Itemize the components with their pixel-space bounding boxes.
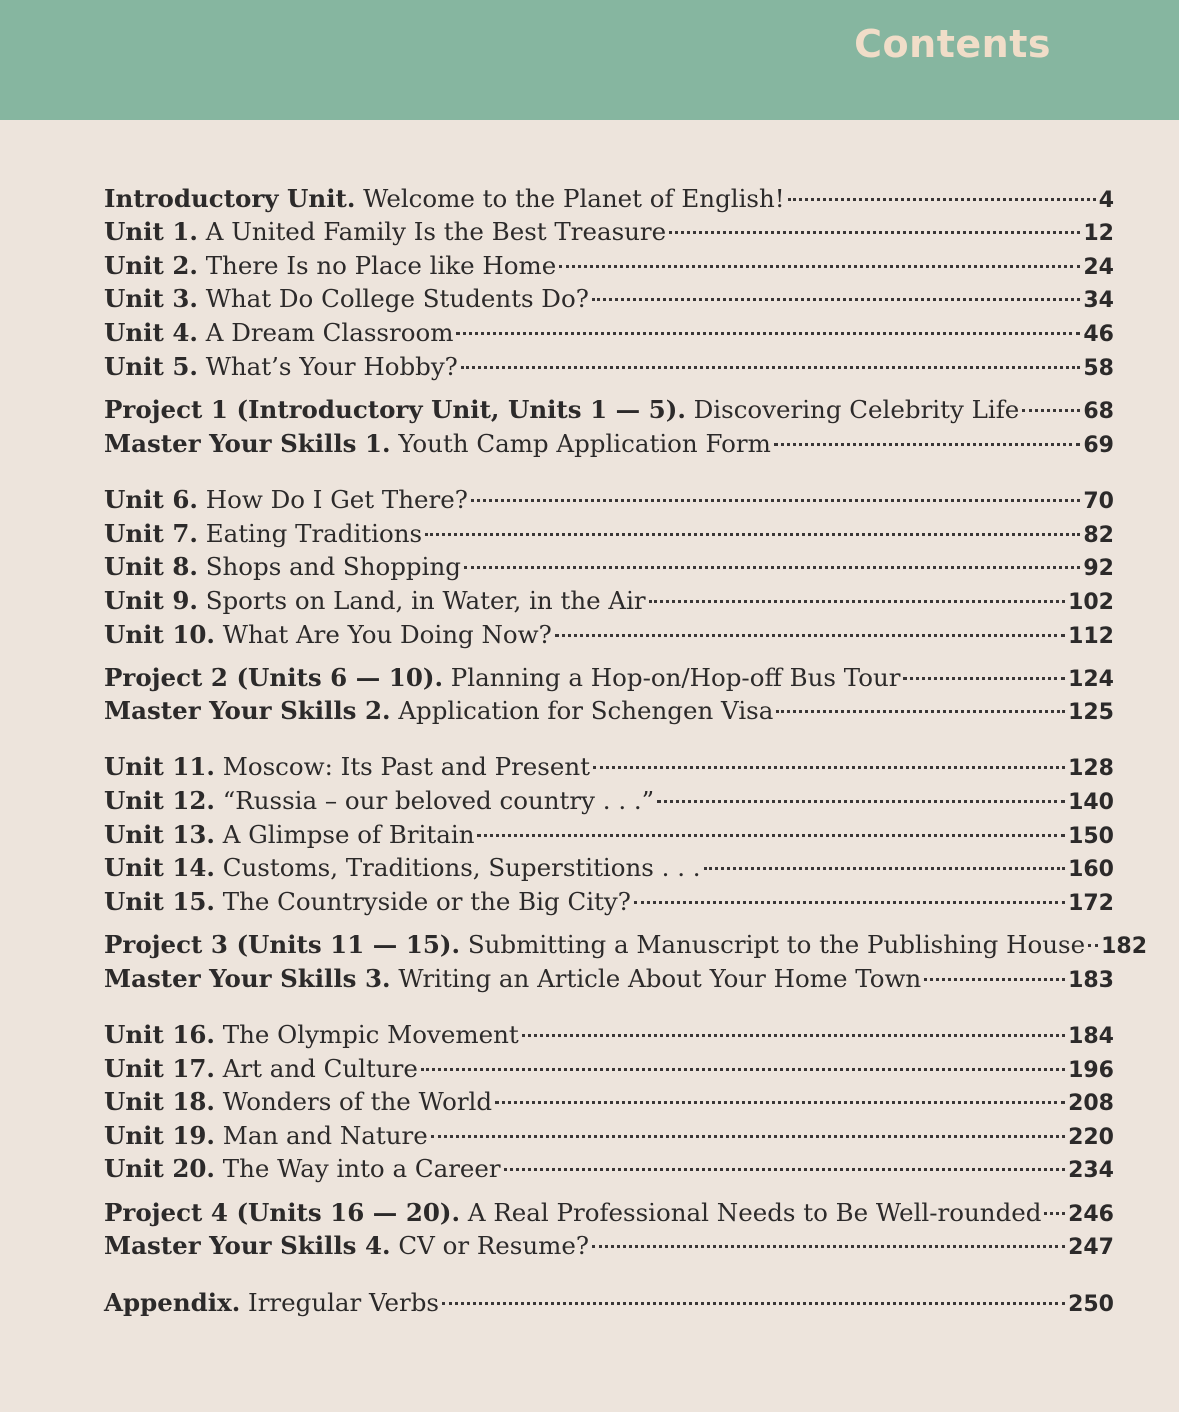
toc-entry-title: Irregular Verbs [240, 1288, 439, 1317]
toc-entry-title: Planning a Hop-on/Hop-off Bus Tour [443, 663, 901, 692]
toc-entry [104, 1119, 1114, 1153]
toc-entry-heading: Unit 13. [104, 820, 215, 849]
toc-entry [104, 1085, 1114, 1119]
toc-entry-heading: Unit 16. [104, 1020, 215, 1049]
toc-entry-label [104, 661, 900, 695]
toc-page-number: 234 [1068, 1158, 1114, 1183]
toc-entry-label [104, 550, 461, 584]
dot-leader [442, 1302, 1065, 1305]
toc-entry [104, 182, 1114, 216]
toc-entry-title: Moscow: Its Past and Present [214, 752, 590, 781]
toc-entry-label [104, 584, 646, 618]
toc-entry-label [104, 1018, 519, 1052]
toc-entry-label [104, 483, 468, 517]
dot-leader [431, 1135, 1065, 1138]
toc-entry [104, 350, 1114, 384]
dot-leader [456, 332, 1080, 335]
toc-entry-title: The Countryside or the Big City? [214, 887, 631, 916]
toc-entry-heading: Unit 20. [104, 1154, 215, 1183]
toc-entry-heading: Unit 3. [104, 284, 198, 313]
toc-entry-heading: Project 3 (Units 11 — 15). [104, 930, 461, 959]
toc-entry-title: Discovering Celebrity Life [685, 395, 1020, 424]
toc-entry [104, 1229, 1114, 1263]
toc-entry-title: “Russia – our beloved country . . .” [214, 786, 655, 815]
toc-page-number: 112 [1068, 624, 1114, 649]
toc-page-number: 250 [1068, 1292, 1114, 1317]
toc-entry-label [104, 818, 474, 852]
toc-entry-title: What Are You Doing Now? [214, 620, 552, 649]
toc-page-number: 12 [1083, 221, 1114, 246]
dot-leader [1022, 409, 1080, 412]
toc-entry-heading: Unit 5. [104, 352, 198, 381]
toc-page-number: 24 [1083, 255, 1114, 280]
toc-entry-title: Submitting a Manuscript to the Publishing House [460, 930, 1086, 959]
toc-entry-title: The Olympic Movement [214, 1020, 519, 1049]
toc-page-number: 196 [1068, 1058, 1114, 1083]
toc-entry-heading: Master Your Skills 2. [104, 696, 391, 725]
toc-entry-heading: Unit 18. [104, 1087, 215, 1116]
toc-entry-label [104, 1286, 439, 1320]
toc-page-number: 184 [1068, 1024, 1114, 1049]
toc-entry-title: Youth Camp Application Form [390, 429, 771, 458]
toc-entry-title: What’s Your Hobby? [197, 352, 458, 381]
dot-leader [471, 499, 1080, 502]
toc-page-number: 92 [1083, 556, 1114, 581]
dot-leader [559, 265, 1080, 268]
dot-leader [592, 298, 1081, 301]
toc-entry-title: A Real Professional Needs to Be Well-rounded [460, 1198, 1042, 1227]
toc-entry-title: Shops and Shopping [197, 552, 461, 581]
toc-entry-title: A United Family Is the Best Treasure [197, 217, 667, 246]
toc-entry [104, 661, 1114, 695]
toc-entry [104, 885, 1114, 919]
toc-entry-heading: Project 4 (Units 16 — 20). [104, 1198, 461, 1227]
toc-entry-label [104, 851, 701, 885]
toc-entry [104, 483, 1114, 517]
toc-entry [104, 215, 1114, 249]
toc-entry-heading: Appendix. [104, 1288, 241, 1317]
toc-entry [104, 393, 1114, 427]
dot-leader [657, 800, 1065, 803]
toc-entry-label [104, 215, 666, 249]
toc-entry [104, 928, 1148, 962]
toc-page-number: 46 [1083, 322, 1114, 347]
toc-entry-label [104, 1119, 428, 1153]
toc-page-number: 208 [1068, 1091, 1114, 1116]
toc-entry-heading: Unit 19. [104, 1121, 215, 1150]
toc-page-number: 150 [1068, 824, 1114, 849]
toc-entry-label [104, 316, 453, 350]
toc-entry [104, 750, 1114, 784]
toc-entry-title: Sports on Land, in Water, in the Air [197, 586, 646, 615]
dot-leader [776, 710, 1065, 713]
page-title: Contents [854, 22, 1051, 66]
toc-entry-heading: Unit 2. [104, 251, 198, 280]
toc-entry-label [104, 928, 1085, 962]
toc-entry-label [104, 885, 631, 919]
toc-entry-title: Art and Culture [214, 1054, 418, 1083]
toc-entry-label [104, 427, 771, 461]
toc-entry-title: How Do I Get There? [197, 485, 468, 514]
toc-entry-heading: Unit 8. [104, 552, 198, 581]
toc-page-number: 246 [1068, 1202, 1114, 1227]
toc-page-number: 247 [1068, 1235, 1114, 1260]
toc-page-number: 82 [1083, 523, 1114, 548]
toc-entry-label [104, 694, 773, 728]
dot-leader [593, 766, 1065, 769]
toc-entry [104, 249, 1114, 283]
toc-entry-label [104, 618, 552, 652]
toc-entry [104, 316, 1114, 350]
toc-page-number: 102 [1068, 590, 1114, 615]
dot-leader [592, 1245, 1065, 1248]
dot-leader [903, 677, 1065, 680]
toc-entry [104, 584, 1114, 618]
dot-leader [774, 443, 1081, 446]
toc-entry-title: There Is no Place like Home [197, 251, 557, 280]
toc-entry-heading: Project 2 (Units 6 — 10). [104, 663, 444, 692]
toc-entry [104, 1196, 1114, 1230]
toc-entry-label [104, 784, 654, 818]
toc-entry-title: Writing an Article About Your Home Town [390, 964, 922, 993]
toc-entry-label [104, 350, 458, 384]
toc-entry [104, 851, 1114, 885]
toc-entry [104, 1152, 1114, 1186]
toc-entry-label [104, 282, 589, 316]
toc-entry [104, 282, 1114, 316]
toc-entry-heading: Master Your Skills 1. [104, 429, 391, 458]
toc-entry-heading: Unit 1. [104, 217, 198, 246]
toc-entry-label [104, 1085, 492, 1119]
toc-entry [104, 427, 1114, 461]
dot-leader [634, 901, 1065, 904]
dot-leader [1088, 944, 1098, 947]
toc-entry-heading: Unit 12. [104, 786, 215, 815]
toc-page-number: 220 [1068, 1125, 1114, 1150]
toc-entry [104, 1018, 1114, 1052]
toc-page-number: 128 [1068, 756, 1114, 781]
toc-page-number: 70 [1083, 489, 1114, 514]
toc-page-number: 172 [1068, 891, 1114, 916]
dot-leader [1044, 1212, 1065, 1215]
toc-entry-heading: Project 1 (Introductory Unit, Units 1 — 5). [104, 395, 686, 424]
toc-page-number: 69 [1083, 433, 1114, 458]
dot-leader [461, 366, 1081, 369]
toc-entry-heading: Unit 11. [104, 752, 215, 781]
toc-page-number: 4 [1098, 188, 1114, 213]
toc-entry [104, 818, 1114, 852]
toc-entry-title: A Dream Classroom [197, 318, 454, 347]
dot-leader [425, 533, 1080, 536]
toc-entry-label [104, 1152, 501, 1186]
toc-page-number: 160 [1068, 857, 1114, 882]
toc-entry-heading: Unit 6. [104, 485, 198, 514]
dot-leader [464, 566, 1080, 569]
toc-entry-heading: Unit 4. [104, 318, 198, 347]
toc-entry-title: Wonders of the World [214, 1087, 493, 1116]
toc-entry [104, 1052, 1114, 1086]
toc-entry-title: The Way into a Career [214, 1154, 501, 1183]
header-band [0, 0, 1179, 120]
toc-page-number: 182 [1101, 934, 1148, 959]
toc-entry [104, 1286, 1114, 1320]
dot-leader [504, 1168, 1065, 1171]
toc-page-number: 124 [1068, 667, 1114, 692]
toc-entry-label [104, 517, 422, 551]
dot-leader [704, 867, 1065, 870]
toc-entry-title: Man and Nature [214, 1121, 428, 1150]
dot-leader [522, 1034, 1065, 1037]
dot-leader [477, 834, 1065, 837]
toc-entry-label [104, 1229, 589, 1263]
toc-entry-label [104, 393, 1019, 427]
toc-entry [104, 517, 1114, 551]
toc-entry-title: Welcome to the Planet of English! [355, 184, 785, 213]
toc-entry [104, 694, 1114, 728]
dot-leader [788, 198, 1096, 201]
toc-entry-heading: Master Your Skills 4. [104, 1231, 391, 1260]
toc-page-number: 58 [1083, 356, 1114, 381]
toc-entry-heading: Unit 17. [104, 1054, 215, 1083]
toc-page-number: 34 [1083, 288, 1114, 313]
toc-entry-label [104, 249, 556, 283]
dot-leader [669, 231, 1080, 234]
toc-entry-label [104, 182, 785, 216]
dot-leader [555, 634, 1065, 637]
toc-entry-heading: Unit 14. [104, 853, 215, 882]
toc-entry [104, 550, 1114, 584]
toc-page-number: 125 [1068, 700, 1114, 725]
toc-entry-title: Eating Traditions [197, 519, 423, 548]
toc-entry-title: Application for Schengen Visa [390, 696, 774, 725]
toc-entry-heading: Unit 10. [104, 620, 215, 649]
dot-leader [924, 978, 1065, 981]
toc-entry [104, 962, 1114, 996]
toc-entry-title: CV or Resume? [390, 1231, 590, 1260]
dot-leader [421, 1068, 1065, 1071]
toc-entry-title: Customs, Traditions, Superstitions . . . [214, 853, 701, 882]
toc-entry-title: What Do College Students Do? [197, 284, 589, 313]
toc-entry [104, 784, 1114, 818]
toc-entry-label [104, 1052, 418, 1086]
toc-entry-title: A Glimpse of Britain [214, 820, 475, 849]
toc-entry-heading: Unit 9. [104, 586, 198, 615]
toc-entry-label [104, 750, 590, 784]
dot-leader [495, 1101, 1065, 1104]
toc-page-number: 183 [1068, 968, 1114, 993]
toc-page-number: 68 [1083, 399, 1114, 424]
toc-entry-heading: Unit 15. [104, 887, 215, 916]
toc-page-number: 140 [1068, 790, 1114, 815]
toc-entry [104, 618, 1114, 652]
toc-entry-label [104, 962, 921, 996]
toc-entry-heading: Introductory Unit. [104, 184, 356, 213]
dot-leader [649, 600, 1065, 603]
toc-entry-heading: Unit 7. [104, 519, 198, 548]
toc-entry-heading: Master Your Skills 3. [104, 964, 391, 993]
toc-entry-label [104, 1196, 1041, 1230]
